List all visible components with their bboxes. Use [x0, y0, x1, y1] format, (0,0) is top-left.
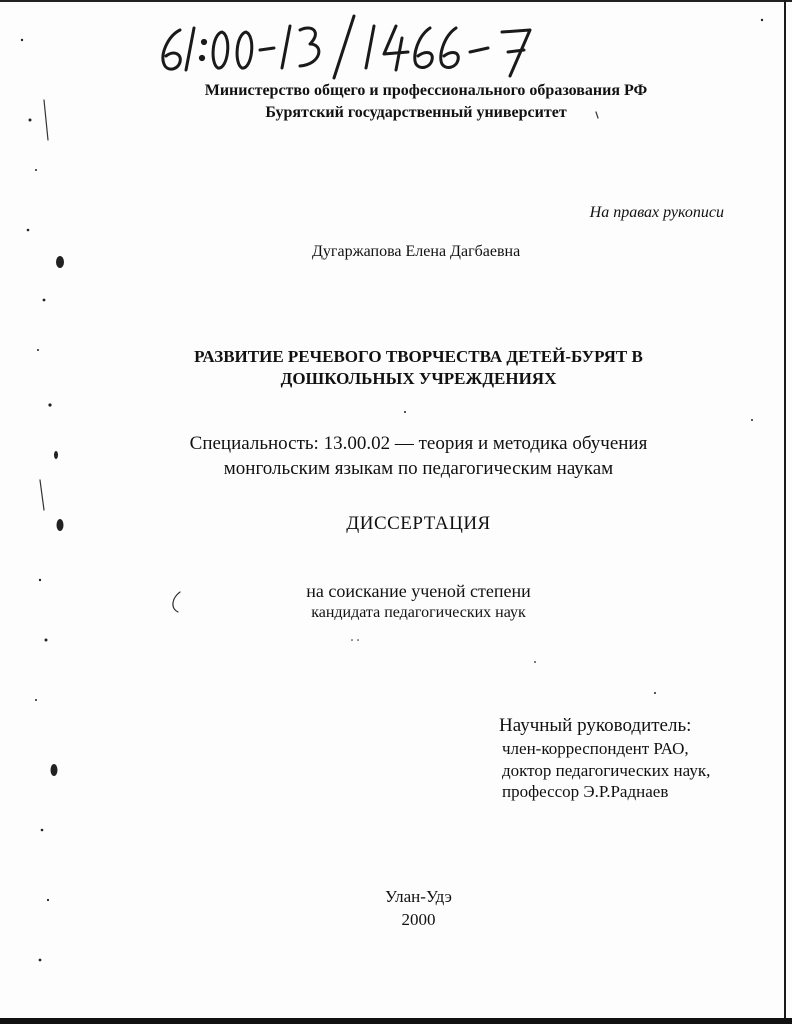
handwritten-archive-number: [150, 12, 550, 82]
speciality-line-1: Специальность: 13.00.02 — теория и методика обучения: [189, 433, 648, 454]
year: 2000: [401, 910, 436, 929]
supervisor-line-1: член-корреспондент РАО,: [502, 739, 689, 758]
scan-edge-right: [784, 0, 786, 1024]
university-name: Бурятский государственный университет: [265, 104, 567, 121]
rights-note: На правах рукописи: [589, 204, 724, 221]
dissertation-title-line-1: РАЗВИТИЕ РЕЧЕВОГО ТВОРЧЕСТВА ДЕТЕЙ-БУРЯТ В: [194, 347, 643, 366]
scan-edge-bottom: [0, 1018, 792, 1024]
document-type: ДИССЕРТАЦИЯ: [346, 513, 491, 534]
city: Улан-Удэ: [385, 887, 452, 906]
speciality-line-2: монгольским языкам по педагогическим наукам: [223, 458, 614, 479]
supervisor-line-2: доктор педагогических наук,: [502, 761, 711, 780]
handwritten-archive-number-drawing: [150, 12, 550, 82]
dissertation-title-line-2: ДОШКОЛЬНЫХ УЧРЕЖДЕНИЯХ: [280, 369, 557, 388]
degree-line-2: кандидата педагогических наук: [311, 604, 526, 621]
degree-line-1: на соискание ученой степени: [306, 581, 531, 601]
supervisor-line-3: профессор Э.Р.Раднаев: [502, 782, 669, 801]
author-name: Дугаржапова Елена Дагбаевна: [312, 243, 521, 260]
scan-edge-top: [0, 0, 792, 2]
supervisor-label: Научный руководитель:: [499, 715, 692, 736]
ministry-name: Министерство общего и профессионального образования РФ: [204, 82, 648, 99]
